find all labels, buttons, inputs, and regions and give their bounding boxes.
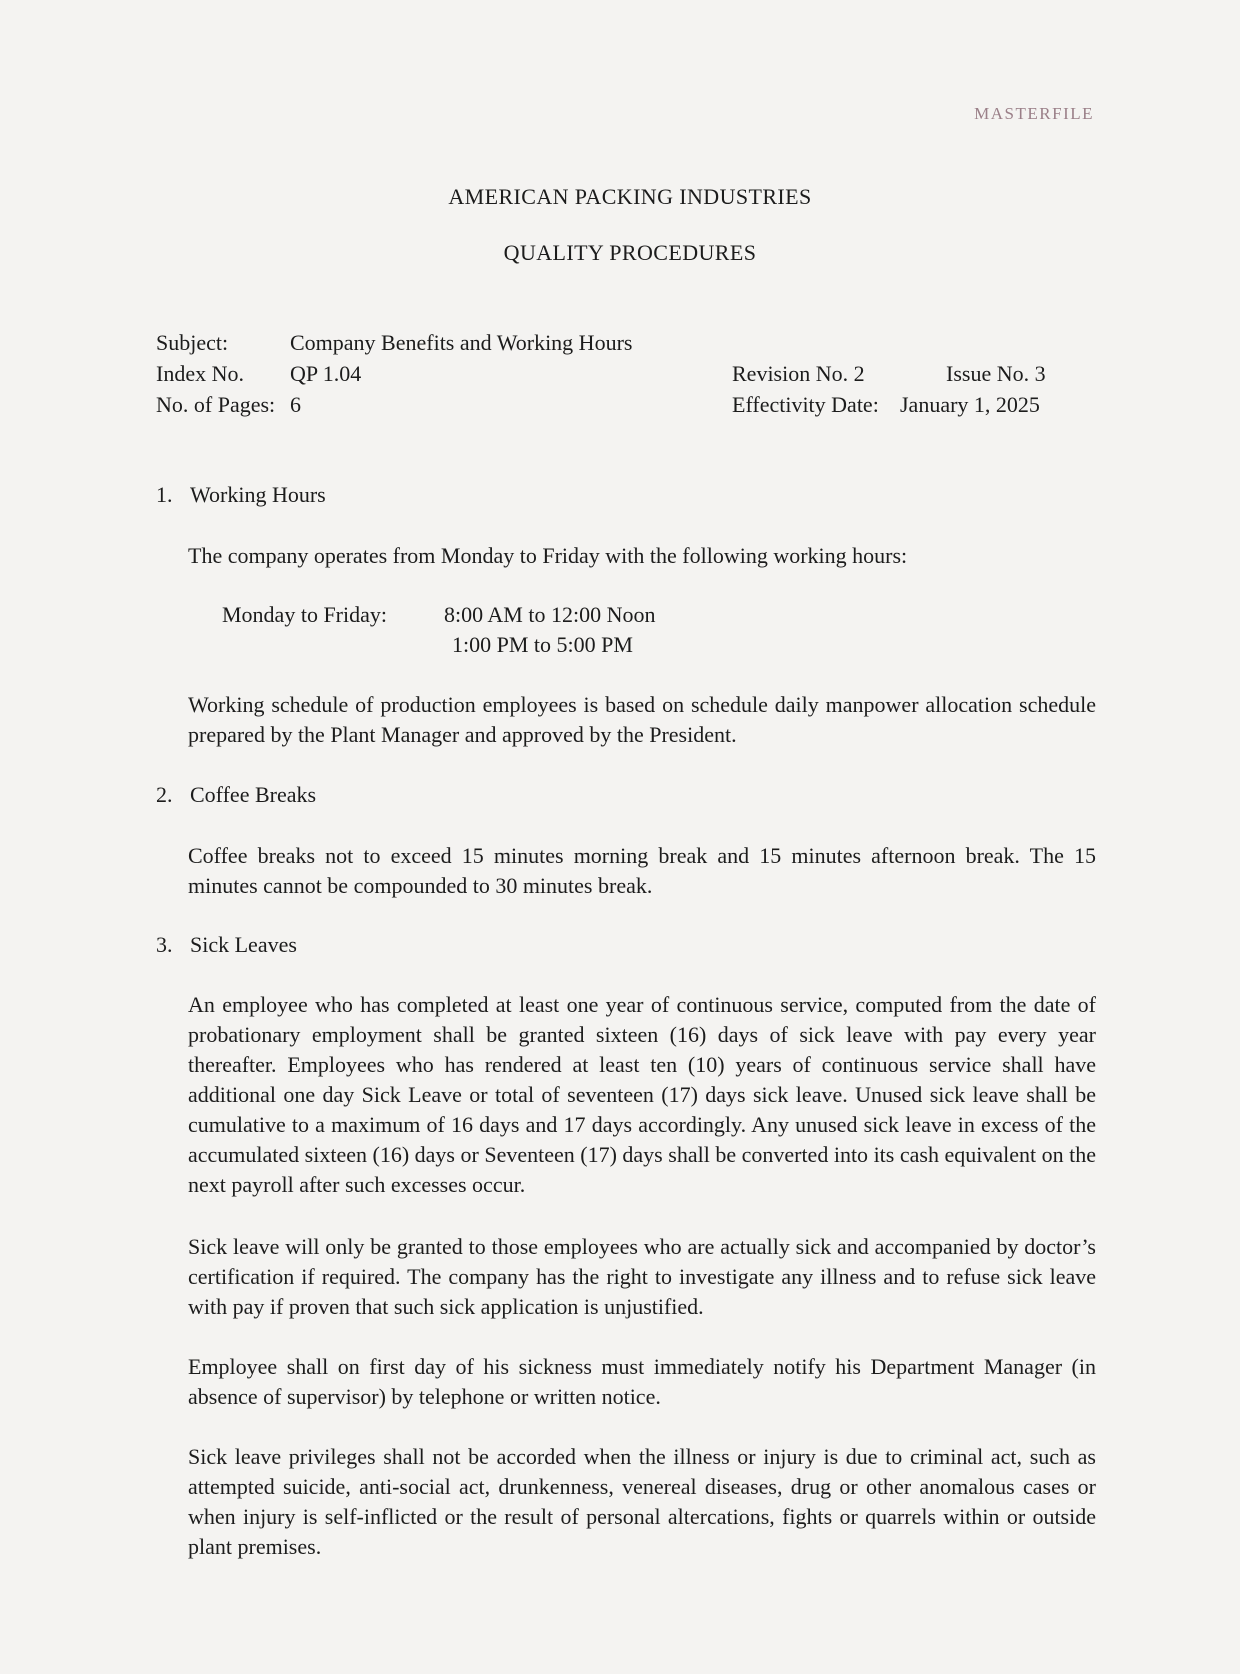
- section-title: Working Hours: [190, 482, 326, 507]
- pages-value: 6: [290, 392, 301, 417]
- effectivity-value: January 1, 2025: [900, 392, 1040, 417]
- masterfile-stamp: MASTERFILE: [974, 104, 1094, 123]
- issue-row: [946, 361, 1046, 387]
- schedule-afternoon: 1:00 PM to 5:00 PM: [452, 632, 633, 657]
- section-heading-working-hours: [156, 482, 326, 508]
- working-hours-paragraph: Working schedule of production employees is based on schedule daily manpower allocation schedule prepared by the Plant Manager and approved by the President.: [188, 692, 1096, 747]
- schedule-morning: 8:00 AM to 12:00 Noon: [444, 602, 656, 627]
- effectivity-label: Effectivity Date:: [732, 392, 879, 417]
- section-heading-sick-leaves: [156, 932, 297, 958]
- index-row: [156, 361, 361, 387]
- sick-leave-paragraph: Employee shall on first day of his sickness must immediately notify his Department Manager (in absence of supervisor) by telephone or written notice.: [188, 1354, 1096, 1409]
- issue-label: Issue No.: [946, 361, 1030, 386]
- index-value: QP 1.04: [290, 361, 362, 386]
- subject-label: Subject:: [156, 330, 229, 355]
- revision-value: 2: [853, 361, 865, 386]
- coffee-breaks-paragraph: Coffee breaks not to exceed 15 minutes morning break and 15 minutes afternoon break. The 15 minutes cannot be compounded to 30 minutes break.: [188, 843, 1096, 898]
- section-heading-coffee-breaks: [156, 782, 316, 808]
- subject-row: [156, 330, 632, 356]
- working-hours-intro: The company operates from Monday to Friday with the following working hours:: [188, 543, 908, 568]
- subject-value: Company Benefits and Working Hours: [290, 330, 633, 355]
- effectivity-row: [732, 392, 1040, 418]
- document-type: QUALITY PROCEDURES: [503, 240, 757, 265]
- section-number: 2.: [156, 782, 173, 807]
- sick-leave-paragraph: An employee who has completed at least one year of continuous service, computed from the date of probationary employment shall be granted sixteen (16) days of sick leave with pay every year thereafter. Employees who has rendered at least ten (10) years of continuous service shall have additional one day Sick Leave or total of seventeen (17) days sick leave. Unused sick leave shall be cumulative to a maximum of 16 days and 17 days accordingly. Any unused sick leave in excess of the accumulated sixteen (16) days or Seventeen (17) days shall be converted into its cash equivalent on the next payroll after such excesses occur.: [188, 992, 1096, 1197]
- revision-row: [732, 361, 865, 387]
- sick-leave-paragraph: Sick leave will only be granted to those employees who are actually sick and accompanied by doctor’s certification if required. The company has the right to investigate any illness and to refuse sick leave with pay if proven that such sick application is unjustified.: [188, 1234, 1096, 1319]
- revision-label: Revision No.: [732, 361, 849, 386]
- pages-label: No. of Pages:: [156, 392, 276, 417]
- section-number: 3.: [156, 932, 173, 957]
- company-name: AMERICAN PACKING INDUSTRIES: [448, 184, 812, 209]
- index-label: Index No.: [156, 361, 244, 386]
- schedule-label: Monday to Friday:: [222, 602, 387, 627]
- section-title: Coffee Breaks: [190, 782, 317, 807]
- issue-value: 3: [1034, 361, 1046, 386]
- section-number: 1.: [156, 482, 173, 507]
- pages-row: [156, 392, 301, 418]
- sick-leave-paragraph: Sick leave privileges shall not be accorded when the illness or injury is due to criminal act, such as attempted suicide, anti-social act, drunkenness, venereal diseases, drug or other anomalous cases or when injury is self-inflicted or the result of personal altercations, fights or quarrels within or outside plant premises.: [188, 1444, 1096, 1559]
- section-title: Sick Leaves: [190, 932, 297, 957]
